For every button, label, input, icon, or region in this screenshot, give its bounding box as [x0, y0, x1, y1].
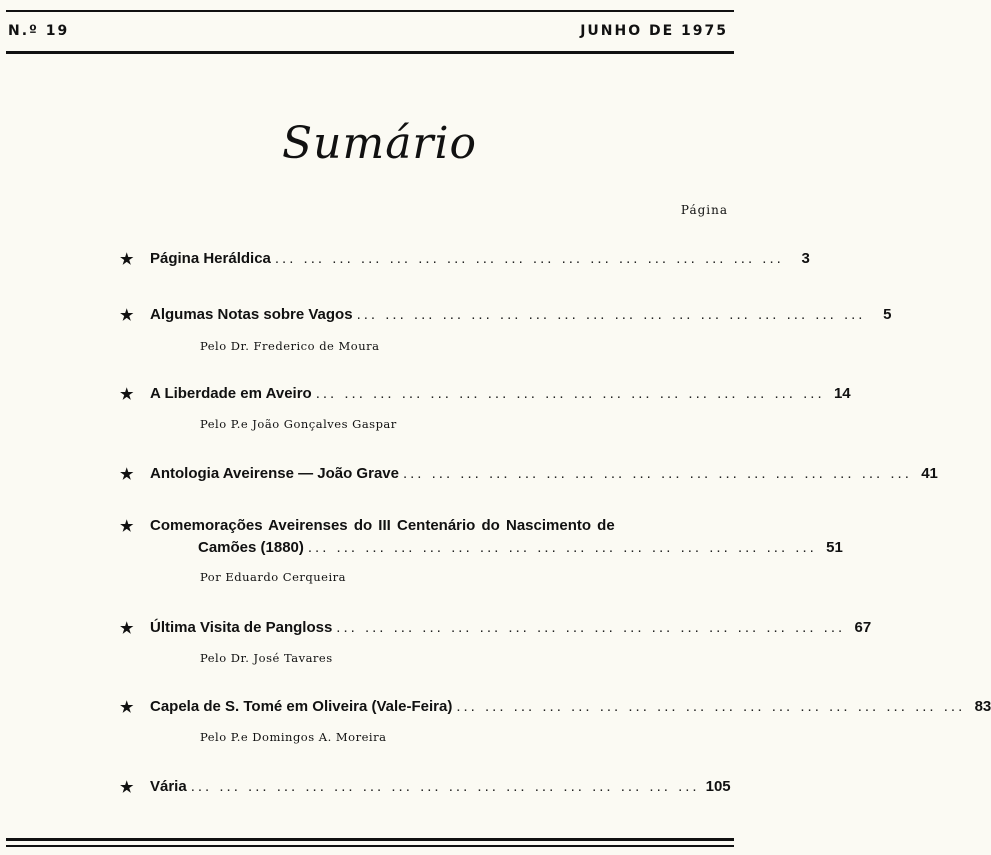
star-icon: ★: [120, 251, 134, 268]
dot-leader: ... ... ... ... ... ... ... ... ... ... ... ... ... ... ... ... ... ...: [274, 250, 784, 267]
entry-page: 105: [705, 778, 731, 795]
entry-author: Pelo P.e João Gonçalves Gaspar: [200, 417, 397, 431]
star-icon: ★: [120, 779, 134, 796]
star-icon: ★: [120, 518, 134, 535]
star-icon: ★: [120, 620, 134, 637]
bottom-rule: [6, 838, 734, 841]
header-rule: [6, 51, 734, 54]
entry-title-line1[interactable]: [150, 517, 680, 534]
top-rule: [6, 10, 734, 12]
entry-title-continued: Camões (1880): [198, 539, 304, 556]
dot-leader: ... ... ... ... ... ... ... ... ... ... ... ... ... ... ... ... ... ...: [402, 465, 912, 482]
dot-leader: ... ... ... ... ... ... ... ... ... ... ... ... ... ... ... ... ... ...: [356, 306, 866, 323]
dot-leader: ... ... ... ... ... ... ... ... ... ... ... ... ... ... ... ... ... ...: [456, 698, 966, 715]
star-icon: ★: [120, 386, 134, 403]
issue-number: N.º 19: [8, 23, 70, 39]
star-icon: ★: [120, 699, 134, 716]
page-column-label: Página: [680, 203, 728, 217]
entry-page: 5: [883, 306, 892, 323]
entry-page: 14: [833, 385, 851, 402]
issue-date: JUNHO DE 1975: [580, 23, 728, 39]
bottom-rule-thin: [6, 845, 734, 847]
dot-leader: ... ... ... ... ... ... ... ... ... ... ... ... ... ... ... ... ... ...: [315, 385, 825, 402]
page-title: Sumário: [282, 118, 478, 169]
entry-author: Pelo Dr. Frederico de Moura: [200, 339, 380, 353]
dot-leader: ... ... ... ... ... ... ... ... ... ... ... ... ... ... ... ... ... ...: [307, 539, 817, 556]
star-icon: ★: [120, 307, 134, 324]
entry-title: Capela de S. Tomé em Oliveira (Vale-Feira): [150, 698, 453, 715]
toc-line[interactable]: [150, 465, 938, 482]
entry-title: Algumas Notas sobre Vagos: [150, 306, 353, 323]
entry-title: Página Heráldica: [150, 250, 271, 267]
entry-title: Vária: [150, 778, 187, 795]
toc-line[interactable]: [150, 698, 991, 715]
entry-page: 83: [974, 698, 991, 715]
toc-line[interactable]: [150, 306, 892, 323]
toc-line[interactable]: [198, 539, 843, 556]
entry-page: 51: [826, 539, 843, 556]
dot-leader: ... ... ... ... ... ... ... ... ... ... ... ... ... ... ... ... ... ...: [190, 778, 700, 795]
entry-page: 3: [801, 250, 810, 267]
entry-author: Pelo Dr. José Tavares: [200, 651, 333, 665]
entry-page: 41: [921, 465, 938, 482]
entry-author: Por Eduardo Cerqueira: [200, 570, 347, 584]
toc-line[interactable]: [150, 385, 851, 402]
entry-page: 67: [854, 619, 872, 636]
entry-title: Última Visita de Pangloss: [150, 619, 333, 636]
toc-line[interactable]: [150, 778, 730, 795]
entry-title: Comemorações Aveirenses do III Centenário do Nascimento de: [150, 517, 615, 534]
dot-leader: ... ... ... ... ... ... ... ... ... ... ... ... ... ... ... ... ... ...: [336, 619, 846, 636]
entry-author: Pelo P.e Domingos A. Moreira: [200, 730, 387, 744]
star-icon: ★: [120, 466, 134, 483]
toc-line[interactable]: [150, 619, 872, 636]
entry-title: A Liberdade em Aveiro: [150, 385, 312, 402]
toc-line[interactable]: [150, 250, 810, 267]
entry-title: Antologia Aveirense — João Grave: [150, 465, 399, 482]
